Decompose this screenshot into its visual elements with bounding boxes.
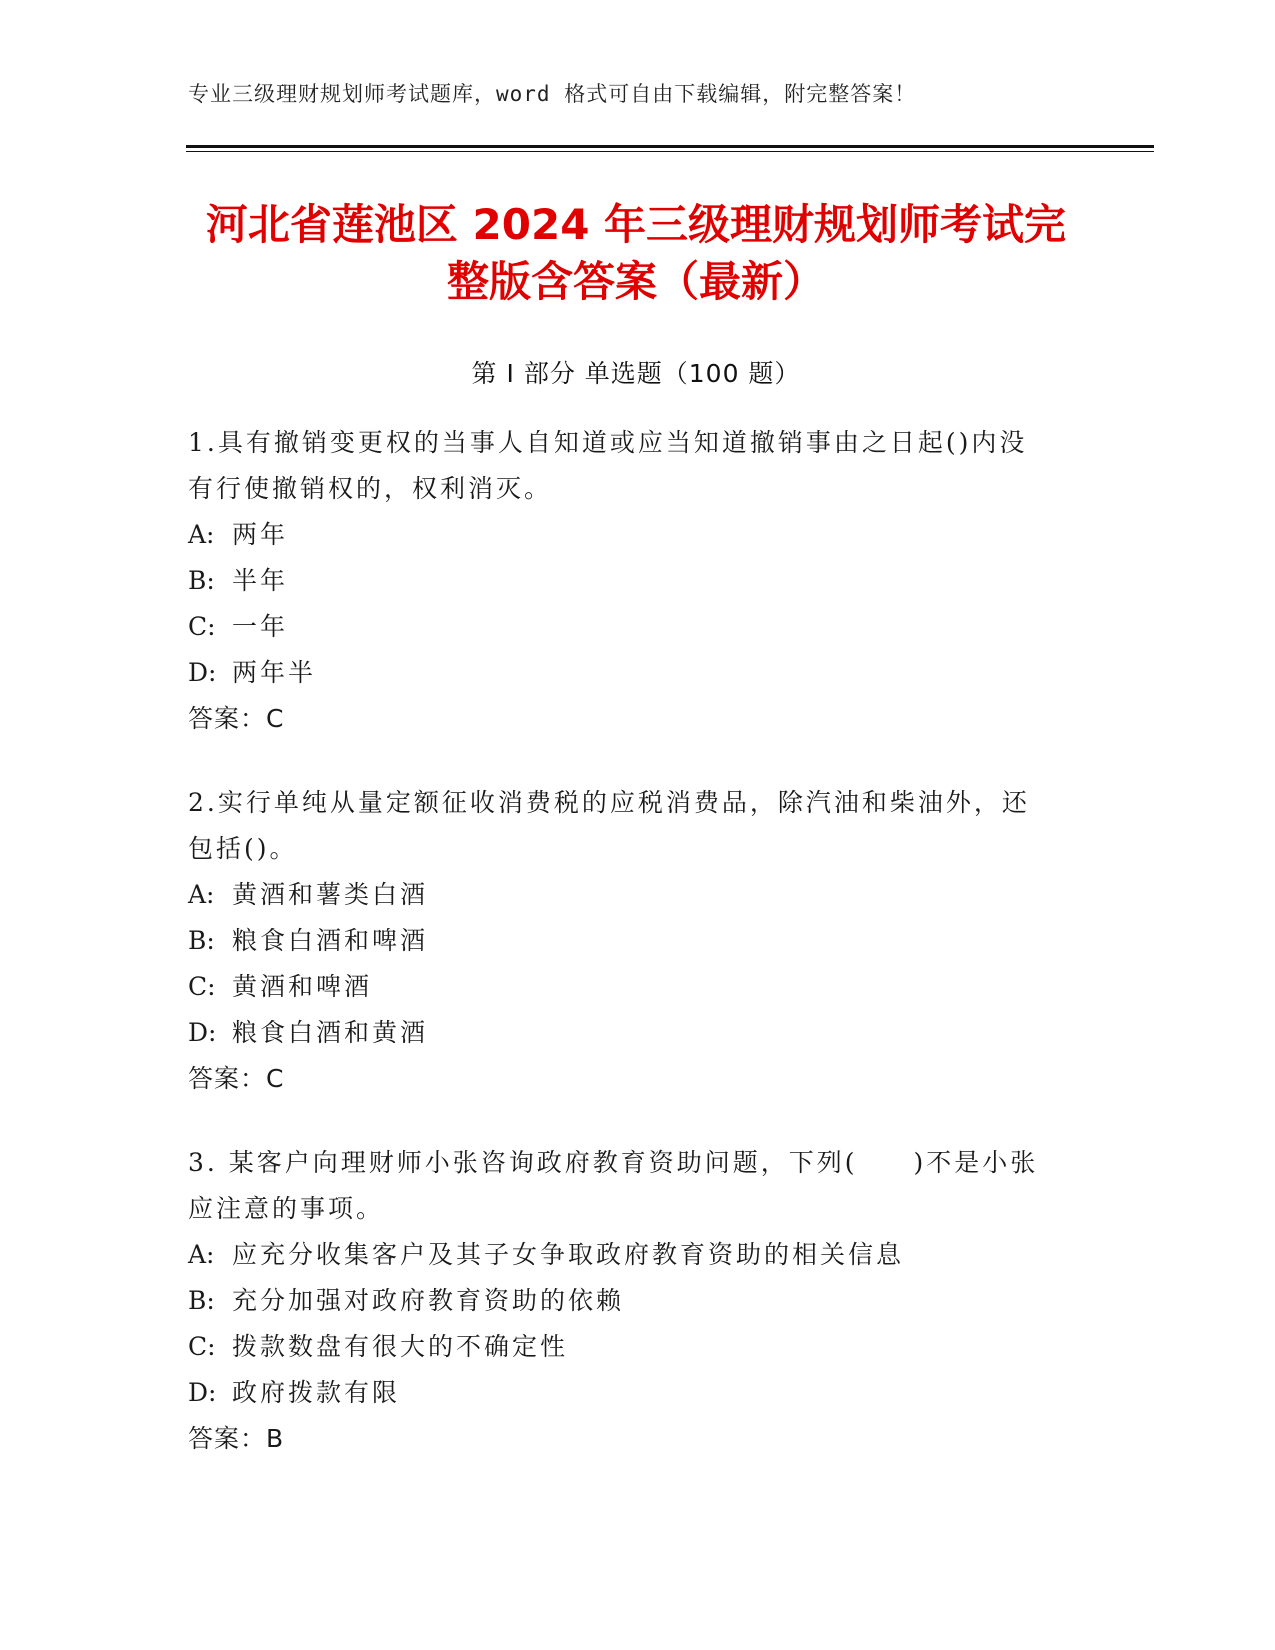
option-a <box>188 1232 1088 1278</box>
option-text: 半年 <box>232 566 289 595</box>
answer: 答案：C <box>188 1064 285 1093</box>
header-rule-thick <box>186 145 1154 148</box>
header-note: 专业三级理财规划师考试题库，word 格式可自由下载编辑，附完整答案！ <box>188 82 917 106</box>
question-stem <box>188 420 1088 512</box>
stem-line: 应注意的事项。 <box>188 1194 385 1223</box>
option-letter: B: <box>188 566 215 595</box>
option-c <box>188 1324 1088 1370</box>
option-letter: D: <box>188 1018 217 1047</box>
question-stem <box>188 1140 1088 1232</box>
option-text: 黄酒和薯类白酒 <box>232 880 429 909</box>
option-text: 拨款数盘有很大的不确定性 <box>232 1332 569 1361</box>
option-letter: D: <box>188 658 217 687</box>
answer: 答案：B <box>188 1424 285 1453</box>
option-letter: C: <box>188 1332 216 1361</box>
option-letter: C: <box>188 612 216 641</box>
option-text: 充分加强对政府教育资助的依赖 <box>232 1286 625 1315</box>
stem-line: 包括()。 <box>188 834 298 863</box>
title-line-2: 整版含答案（最新） <box>446 257 825 306</box>
option-text: 一年 <box>232 612 289 641</box>
option-letter: B: <box>188 926 215 955</box>
option-b <box>188 558 1088 604</box>
option-d <box>188 650 1088 696</box>
document-title <box>186 196 1086 310</box>
option-letter: C: <box>188 972 216 1001</box>
answer: 答案：C <box>188 704 285 733</box>
question-2 <box>188 780 1088 1102</box>
option-a <box>188 512 1088 558</box>
option-letter: A: <box>188 880 215 909</box>
option-text: 应充分收集客户及其子女争取政府教育资助的相关信息 <box>232 1240 905 1269</box>
section-heading: 第 I 部分 单选题（100 题） <box>471 359 801 388</box>
option-c <box>188 604 1088 650</box>
option-text: 粮食白酒和啤酒 <box>232 926 429 955</box>
option-text: 黄酒和啤酒 <box>232 972 373 1001</box>
option-b <box>188 1278 1088 1324</box>
option-letter: D: <box>188 1378 217 1407</box>
question-1 <box>188 420 1088 742</box>
option-text: 政府拨款有限 <box>232 1378 401 1407</box>
option-a <box>188 872 1088 918</box>
option-c <box>188 964 1088 1010</box>
stem-line: 3. 某客户向理财师小张咨询政府教育资助问题，下列( )不是小张 <box>188 1148 1039 1177</box>
option-text: 两年 <box>232 520 289 549</box>
option-letter: A: <box>188 1240 215 1269</box>
option-b <box>188 918 1088 964</box>
stem-line: 2.实行单纯从量定额征收消费税的应税消费品，除汽油和柴油外，还 <box>188 788 1030 817</box>
option-text: 两年半 <box>232 658 317 687</box>
stem-line: 有行使撤销权的，权利消灭。 <box>188 474 553 503</box>
title-line-1: 河北省莲池区 2024 年三级理财规划师考试完 <box>205 200 1067 249</box>
option-text: 粮食白酒和黄酒 <box>232 1018 429 1047</box>
question-3 <box>188 1140 1088 1462</box>
option-letter: B: <box>188 1286 215 1315</box>
option-d <box>188 1010 1088 1056</box>
stem-line: 1.具有撤销变更权的当事人自知道或应当知道撤销事由之日起()内没 <box>188 428 1028 457</box>
header-rule-thin <box>186 151 1154 152</box>
option-d <box>188 1370 1088 1416</box>
question-stem <box>188 780 1088 872</box>
option-letter: A: <box>188 520 215 549</box>
